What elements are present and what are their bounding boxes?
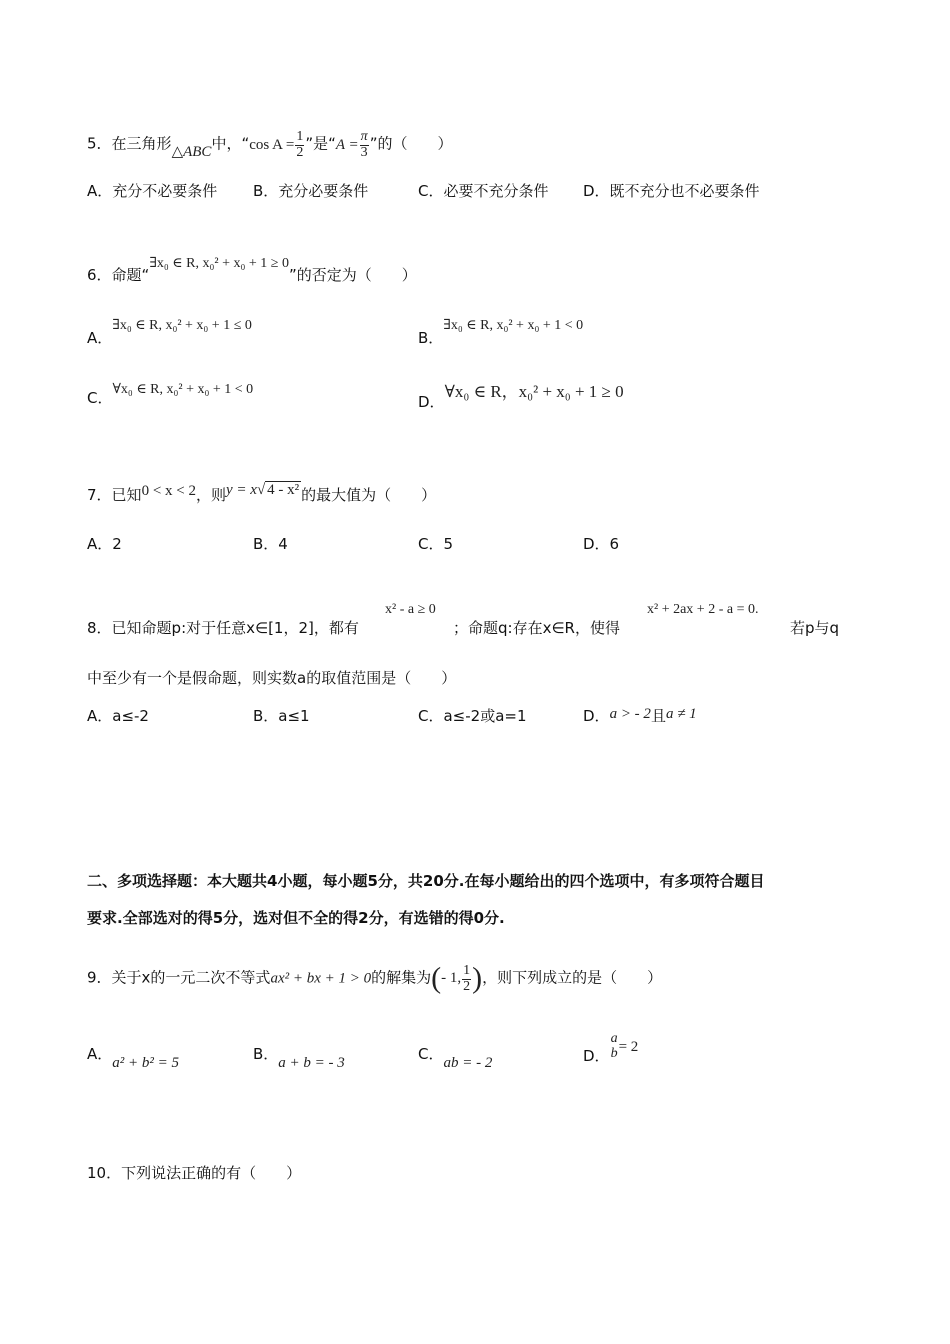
question-8-stem: 8．已知命题p:对于任意x∈[1，2]，都有	[87, 619, 359, 637]
q8-condition-p: x² - a ≥ 0	[385, 602, 436, 617]
question-10-stem: 10．下列说法正确的有（ ）	[87, 1164, 302, 1182]
q6-option-c[interactable]: C．∀x₀ ∈ R, x₀² + x₀ + 1 < 0	[87, 382, 254, 407]
q9-solution-set: (- 1, $\frac{1}{2}$ )	[431, 962, 483, 995]
q7-option-a[interactable]: A．2	[87, 535, 122, 553]
q8-option-d[interactable]: D．a > - 2且a ≠ 1	[583, 706, 697, 725]
q9-option-c[interactable]: C．ab = - 2	[418, 1045, 493, 1071]
q8-stem-part2: ；命题q:存在x∈R，使得	[453, 619, 620, 637]
q8-condition-q: x² + 2ax + 2 - a = 0.	[647, 602, 759, 617]
q7-option-d[interactable]: D．6	[583, 535, 620, 553]
question-7-stem: 7．已知0 < x < 2，则y = x√ 4 - x² 的最大值为（ ）	[87, 482, 437, 504]
q9-option-b[interactable]: B．a + b = - 3	[253, 1045, 345, 1071]
q8-stem-part3: 若p与q	[790, 619, 840, 637]
question-5-stem: 5．在三角形△ABC中，“cos A = $\frac{1}{2}$ ”是“A = $\frac{\pi}{3}$ ”的（ ）	[87, 129, 453, 160]
section-2-heading-line1: 二、多项选择题：本大题共4小题，每小题5分，共20分.在每小题给出的四个选项中，有多项符合题目	[87, 872, 765, 890]
q8-option-b[interactable]: B．a≤1	[253, 707, 310, 725]
condition-a-equals-pi-3: A = $\frac{\pi}{3}$	[335, 129, 368, 160]
q7-option-b[interactable]: B．4	[253, 535, 288, 553]
q5-option-d[interactable]: D．既不充分也不必要条件	[583, 182, 760, 200]
q8-option-c[interactable]: C．a≤-2或a=1	[418, 707, 527, 725]
triangle-abc: △ABC	[171, 143, 212, 160]
q7-function: y = x√ 4 - x²	[226, 482, 300, 498]
q8-stem-line2: 中至少有一个是假命题，则实数a的取值范围是（ ）	[87, 669, 457, 687]
question-9-stem: 9．关于x的一元二次不等式ax² + bx + 1 > 0的解集为(- 1, $\frac{1}{2}$ )，则下列成立的是（ ）	[87, 962, 663, 995]
question-6-stem: 6．命题“∃x₀ ∈ R, x₀² + x₀ + 1 ≥ 0”的否定为（ ）	[87, 256, 417, 284]
q5-option-c[interactable]: C．必要不充分条件	[418, 182, 549, 200]
q6-option-a[interactable]: A．∃x₀ ∈ R, x₀² + x₀ + 1 ≤ 0	[87, 318, 252, 347]
q9-option-d[interactable]: D． a b = 2	[583, 1031, 639, 1066]
q8-option-a[interactable]: A．a≤-2	[87, 707, 149, 725]
condition-cos-a: cos A = $\frac{1}{2}$	[249, 129, 304, 160]
q6-option-d[interactable]: D．∀x₀ ∈ R，x₀² + x₀ + 1 ≥ 0	[418, 382, 624, 411]
q6-option-b[interactable]: B．∃x₀ ∈ R, x₀² + x₀ + 1 < 0	[418, 318, 584, 347]
q6-proposition: ∃x₀ ∈ R, x₀² + x₀ + 1 ≥ 0	[149, 256, 289, 271]
q9-option-a[interactable]: A．a² + b² = 5	[87, 1045, 180, 1071]
q7-option-c[interactable]: C．5	[418, 535, 454, 553]
q5-option-a[interactable]: A．充分不必要条件	[87, 182, 218, 200]
section-2-heading-line2: 要求.全部选对的得5分，选对但不全的得2分，有选错的得0分.	[87, 909, 505, 927]
q5-option-b[interactable]: B．充分必要条件	[253, 182, 369, 200]
q9-inequality: ax² + bx + 1 > 0	[270, 970, 372, 987]
q7-range: 0 < x < 2	[141, 483, 196, 499]
